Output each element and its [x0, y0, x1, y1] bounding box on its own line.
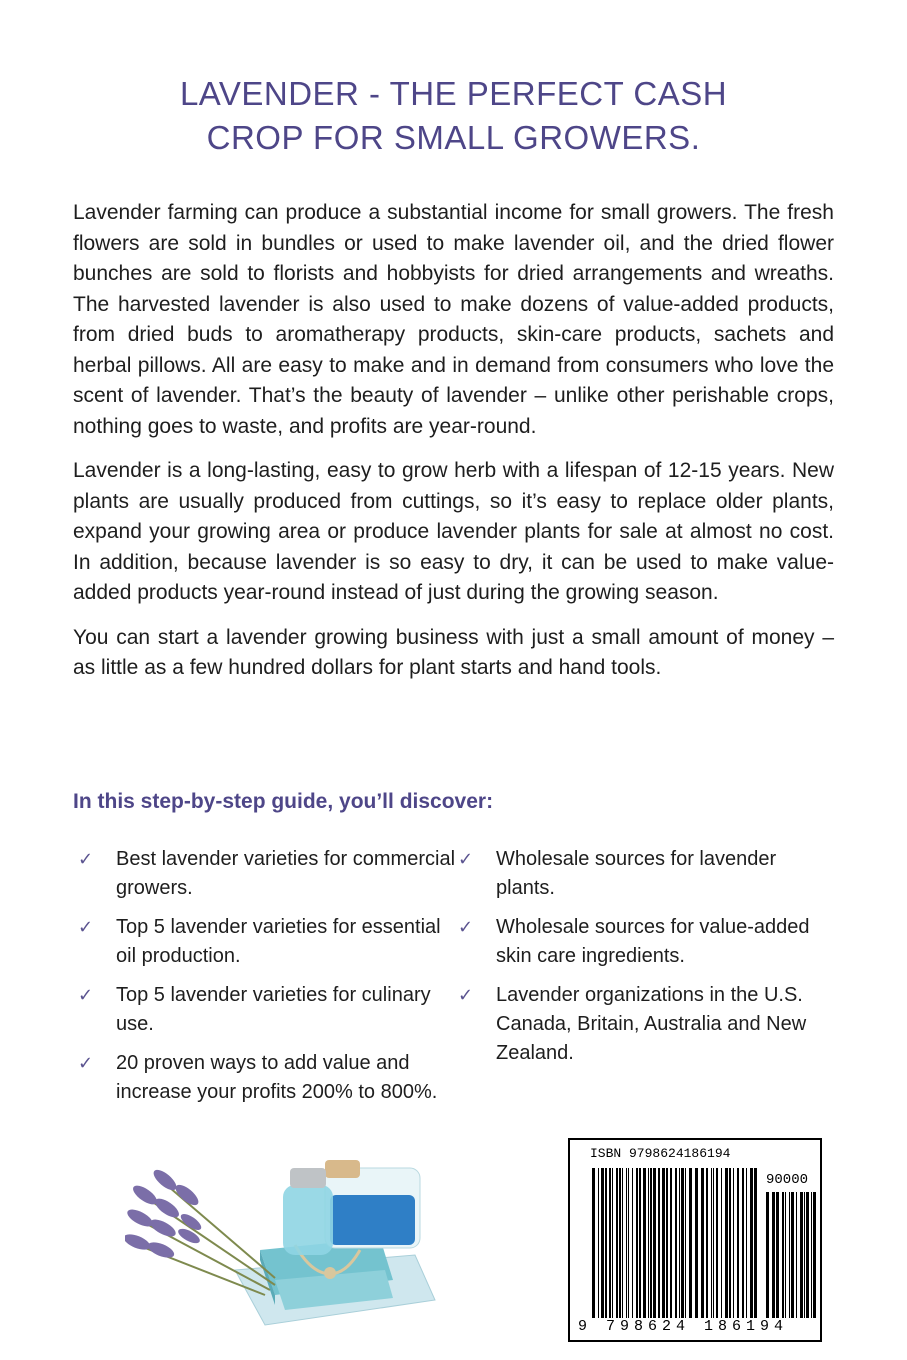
list-item	[458, 981, 838, 1068]
barcode-bar	[796, 1192, 797, 1318]
barcode-bar	[813, 1192, 816, 1318]
barcode-bar	[632, 1168, 633, 1318]
guide-heading: In this step-by-step guide, you’ll discover:	[73, 790, 494, 813]
barcode-bar	[737, 1168, 739, 1318]
barcode-bar	[592, 1168, 595, 1318]
barcode-bar	[598, 1168, 599, 1318]
barcode-bar	[648, 1168, 649, 1318]
benefit-text: Best lavender varieties for commercial growers.	[116, 848, 456, 899]
barcode-bar	[619, 1168, 621, 1318]
barcode-bar	[622, 1168, 623, 1318]
benefit-text: Wholesale sources for lavender plants.	[496, 848, 777, 899]
barcode-bar	[785, 1192, 786, 1318]
barcode-bar	[811, 1192, 812, 1318]
title-line-2: CROP FOR SMALL GROWERS.	[206, 119, 701, 156]
barcode-bar	[806, 1192, 809, 1318]
barcode-bar	[626, 1168, 627, 1318]
isbn-label: ISBN 9798624186194	[590, 1146, 731, 1161]
barcode-bar	[653, 1168, 656, 1318]
barcode-bar	[750, 1168, 753, 1318]
barcode-bar	[675, 1168, 677, 1318]
barcode-bar	[733, 1168, 734, 1318]
paragraph-2: Lavender is a long-lasting, easy to grow herb with a lifespan of 12-15 years. New plants are usually produced from cuttings, so it’s easy to replace older plants, expand your growing area or produce lavender plants for sale at almost no cost. In addition, because lavender is so easy to dry, it can be used to make value-added products year-round instead of just during the growing season.	[73, 459, 834, 604]
barcode-bar	[658, 1168, 660, 1318]
barcode-bar	[789, 1192, 790, 1318]
barcode-bar	[776, 1192, 779, 1318]
barcode-bar	[804, 1192, 805, 1318]
barcode-bar	[609, 1168, 611, 1318]
benefit-text: Lavender organizations in the U.S. Canada, Britain, Australia and New Zealand.	[496, 984, 807, 1064]
barcode-bar	[685, 1168, 686, 1318]
barcode-bar	[666, 1168, 668, 1318]
barcode-bar	[643, 1168, 646, 1318]
lavender-products-image	[125, 1150, 455, 1340]
barcode-bar	[725, 1168, 728, 1318]
barcode-bar	[800, 1192, 803, 1318]
benefits-left-column	[78, 845, 458, 1117]
barcode-bar	[650, 1168, 652, 1318]
barcode-bar	[670, 1168, 672, 1318]
barcode-bar	[772, 1192, 775, 1318]
barcode-bars	[592, 1168, 757, 1318]
list-item	[78, 1049, 458, 1107]
checkmark-icon: ✓	[78, 917, 94, 937]
barcode-bar	[742, 1168, 744, 1318]
barcode-bar	[612, 1168, 613, 1318]
checkmark-icon: ✓	[78, 985, 94, 1005]
benefit-text: Top 5 lavender varieties for essential oil production.	[116, 916, 441, 967]
checkmark-icon: ✓	[458, 917, 474, 937]
barcode-bar	[713, 1168, 714, 1318]
barcode-bar	[706, 1168, 708, 1318]
list-item	[458, 913, 838, 971]
addon-barcode-bars	[766, 1192, 816, 1318]
barcode-bar	[746, 1168, 747, 1318]
barcode-bar	[662, 1168, 665, 1318]
isbn-barcode	[568, 1138, 822, 1342]
barcode-bar	[729, 1168, 731, 1318]
barcode-bar	[601, 1168, 604, 1318]
benefits-right-column	[458, 845, 838, 1117]
barcode-bar	[628, 1168, 629, 1318]
barcode-bar	[782, 1192, 784, 1318]
barcode-bar	[766, 1192, 769, 1318]
paragraph-1: Lavender farming can produce a substantial income for small growers. The fresh flowers are sold in bundles or used to make lavender oil, and the dried flower bunches are sold to florists and hobbyists for dried arrangements and wreaths. The harvested lavender is also used to make dozens of value-added products, from dried buds to aromatherapy products, skin-care products, sachets and herbal pillows. All are easy to make and in demand from consumers who love the scent of lavender. That’s the beauty of lavender – unlike other perishable crops, nothing goes to waste, and profits are year-round.	[73, 201, 834, 438]
checkmark-icon: ✓	[78, 1053, 94, 1073]
barcode-bar	[754, 1168, 757, 1318]
paragraph-3: You can start a lavender growing business with just a small amount of money – as little as a few hundred dollars for plant starts and hand tools.	[73, 625, 834, 679]
list-item	[78, 981, 458, 1039]
list-item	[458, 845, 838, 903]
checkmark-icon: ✓	[458, 849, 474, 869]
barcode-bar	[616, 1168, 618, 1318]
barcode-bar	[689, 1168, 692, 1318]
barcode-bar	[721, 1168, 722, 1318]
benefit-text: Wholesale sources for value-added skin care ingredients.	[496, 916, 810, 967]
barcode-bar	[791, 1192, 794, 1318]
barcode-bar	[639, 1168, 641, 1318]
description	[73, 198, 834, 698]
barcode-bar	[679, 1168, 680, 1318]
book-title	[80, 72, 827, 160]
barcode-bar	[681, 1168, 684, 1318]
benefit-text: 20 proven ways to add value and increase your profits 200% to 800%.	[116, 1052, 438, 1103]
barcode-bar	[605, 1168, 607, 1318]
isbn-digits: 9 798624 186194	[578, 1318, 789, 1335]
barcode-bar	[636, 1168, 638, 1318]
checkmark-icon: ✓	[78, 849, 94, 869]
price-code: 90000	[766, 1172, 809, 1188]
checkmark-icon: ✓	[458, 985, 474, 1005]
barcode-bar	[711, 1168, 712, 1318]
benefit-text: Top 5 lavender varieties for culinary use.	[116, 984, 431, 1035]
list-item	[78, 913, 458, 971]
list-item	[78, 845, 458, 903]
barcode-bar	[695, 1168, 698, 1318]
barcode-bar	[716, 1168, 718, 1318]
title-line-1: LAVENDER - THE PERFECT CASH	[179, 75, 728, 112]
benefits-list	[78, 845, 838, 1117]
barcode-bar	[701, 1168, 704, 1318]
